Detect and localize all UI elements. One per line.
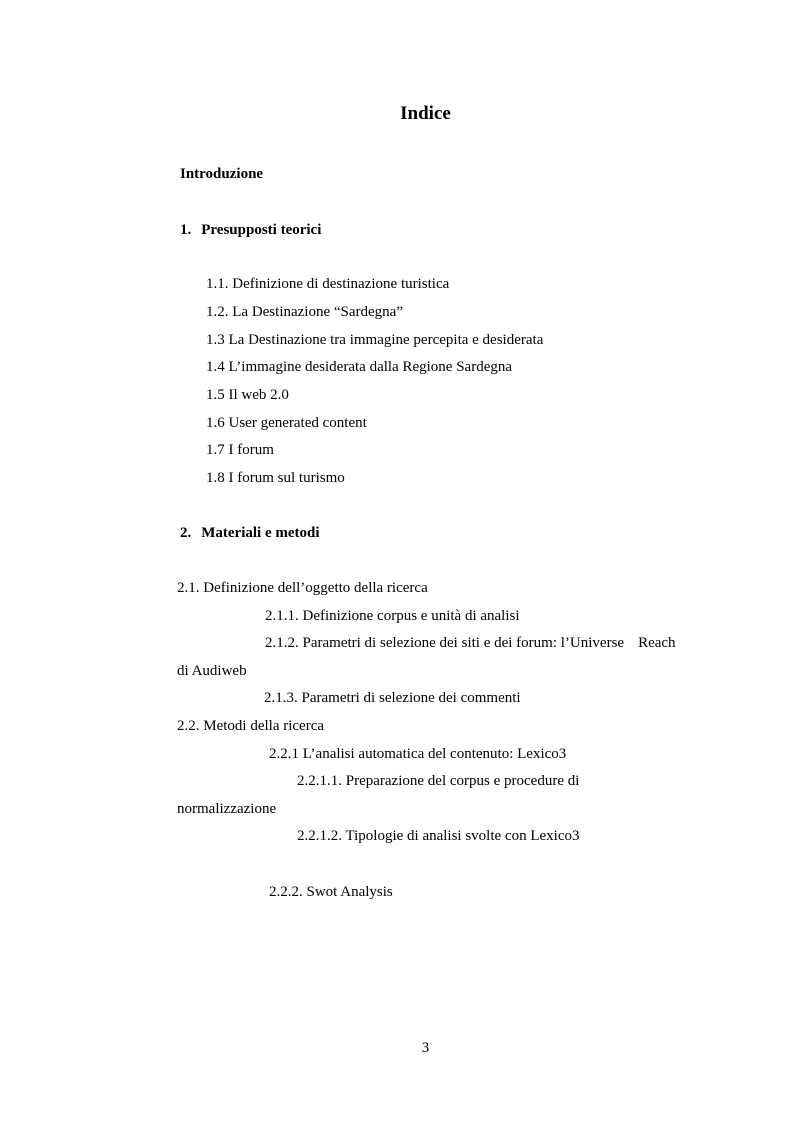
- chapter-1-number: 1.: [180, 222, 192, 238]
- toc-entry-2-2-1: 2.2.1 L’analisi automatica del contenuto: Lexico3: [269, 746, 567, 762]
- toc-chapter-1: [180, 221, 321, 239]
- page-number: 3: [421, 1040, 430, 1056]
- toc-entry-2-1-2-reach: Reach: [638, 635, 676, 651]
- toc-chapter-2: [180, 524, 320, 542]
- toc-entry-2-1-3: 2.1.3. Parametri di selezione dei commenti: [264, 690, 521, 706]
- toc-entry-1-4: 1.4 L’immagine desiderata dalla Regione Sardegna: [206, 359, 513, 375]
- toc-entry-2-2-2: 2.2.2. Swot Analysis: [269, 884, 393, 900]
- toc-entry-2-1-2: [265, 634, 676, 652]
- toc-entry-1-3: 1.3 La Destinazione tra immagine percepita e desiderata: [206, 332, 544, 348]
- toc-entry-2-1-2-continuation: di Audiweb: [177, 663, 247, 679]
- toc-entry-1-1: 1.1. Definizione di destinazione turistica: [206, 276, 450, 292]
- toc-entry-2-2: 2.2. Metodi della ricerca: [177, 718, 325, 734]
- chapter-2-title: Materiali e metodi: [201, 525, 320, 541]
- toc-entry-2-2-1-1-continuation: normalizzazione: [177, 801, 277, 817]
- toc-entry-2-1-1: 2.1.1. Definizione corpus e unità di analisi: [265, 608, 520, 624]
- toc-entry-1-6: 1.6 User generated content: [206, 415, 367, 431]
- toc-entry-1-5: 1.5 Il web 2.0: [206, 387, 289, 403]
- toc-introduzione: Introduzione: [180, 166, 264, 182]
- toc-entry-2-1: 2.1. Definizione dell’oggetto della ricerca: [177, 580, 428, 596]
- chapter-1-title: Presupposti teorici: [201, 222, 322, 238]
- toc-entry-1-7: 1.7 I forum: [206, 442, 274, 458]
- toc-entry-1-8: 1.8 I forum sul turismo: [206, 470, 345, 486]
- chapter-2-number: 2.: [180, 525, 192, 541]
- toc-entry-2-2-1-2: 2.2.1.2. Tipologie di analisi svolte con Lexico3: [297, 828, 580, 844]
- toc-entry-1-2: 1.2. La Destinazione “Sardegna”: [206, 304, 403, 320]
- toc-entry-2-2-1-1: 2.2.1.1. Preparazione del corpus e procedure di: [297, 773, 580, 789]
- page-title: Indice: [400, 103, 451, 124]
- toc-entry-2-1-2-text: 2.1.2. Parametri di selezione dei siti e dei forum: l’Universe: [265, 635, 625, 651]
